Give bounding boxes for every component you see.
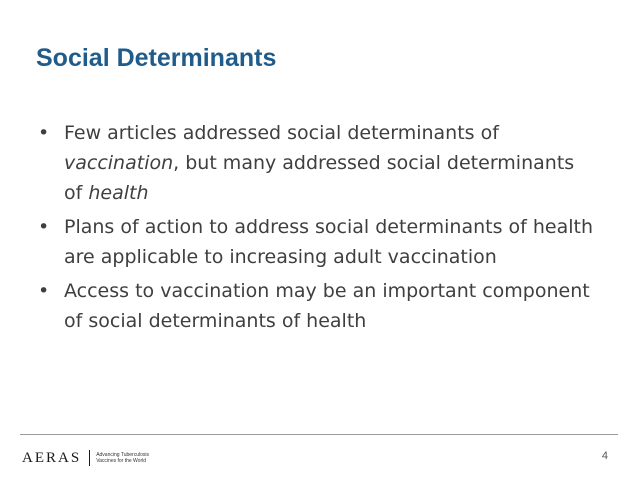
footer-divider [20, 434, 618, 435]
logo-wordmark: AERAS [22, 449, 82, 466]
bullet-text-italic: vaccination [64, 152, 174, 174]
logo-tagline-line: Vaccines for the World [96, 458, 147, 464]
page-number: 4 [601, 450, 608, 462]
slide-title: Social Determinants [36, 44, 277, 72]
bullet-text: Few articles addressed social determinants of [64, 122, 499, 144]
logo-tagline [96, 452, 149, 464]
bullet-text: Access to vaccination may be an important component of social determinants of health [64, 280, 590, 332]
bullet-item [36, 212, 596, 272]
bullet-text-italic: health [88, 182, 149, 204]
logo-separator [89, 450, 90, 466]
bullet-marker: • [38, 280, 50, 302]
bullet-item [36, 118, 596, 208]
bullet-text: , but many addressed social determinants of [64, 152, 575, 204]
bullet-marker: • [38, 122, 50, 144]
aeras-logo [22, 448, 149, 468]
bullet-marker: • [38, 216, 50, 238]
bullet-item [36, 276, 596, 336]
bullet-list [36, 118, 596, 340]
bullet-text: Plans of action to address social determinants of health are applicable to increasing adult vaccination [64, 216, 594, 268]
logo-tagline-line: Advancing Tuberculosis [96, 452, 149, 458]
